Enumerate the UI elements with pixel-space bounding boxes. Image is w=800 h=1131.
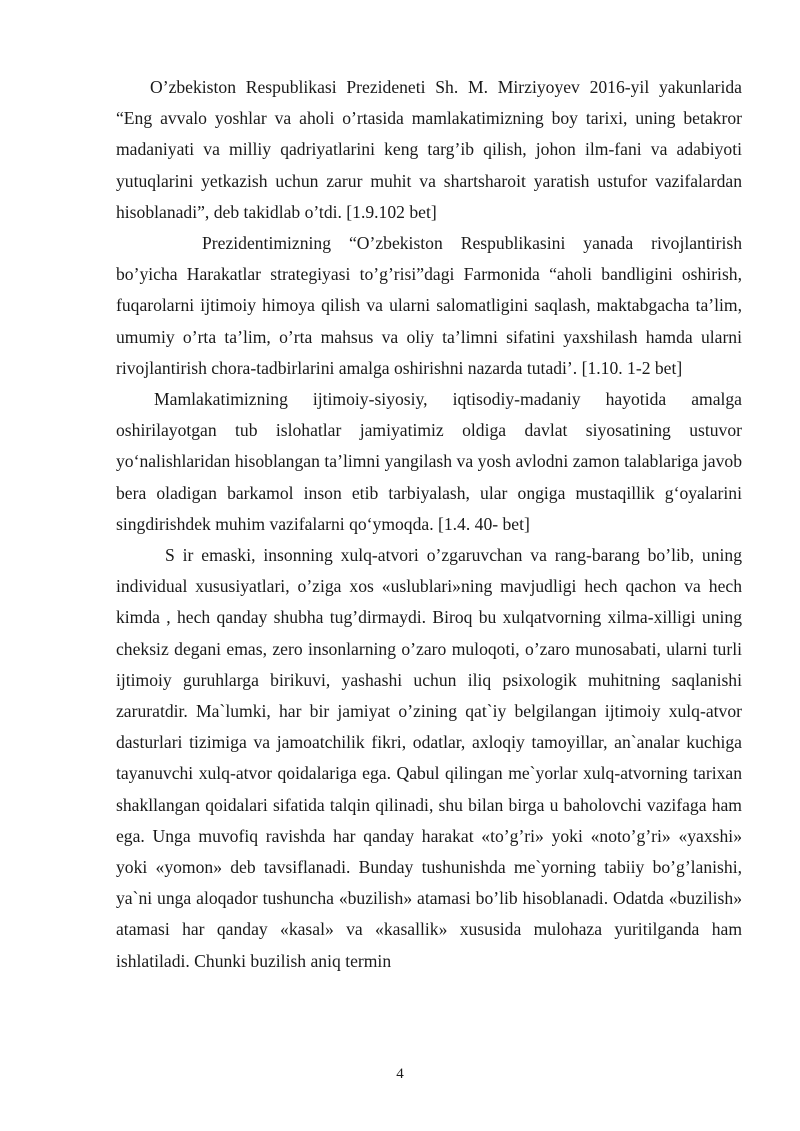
paragraph-reforms: Mamlakatimizning ijtimoiy-siyosiy, iqtisodiy-madaniy hayotida amalga oshirilayotgan tub islohatlar jamiyatimiz oldiga davlat siyosatining ustuvor yo‘nalishlaridan hisoblangan ta’limni yangilash va yosh avlodni zamon talablariga javob bera oladigan barkamol inson etib tarbiyalash, ular ongiga mustaqillik g‘oyalarini singdirishdek muhim vazifalarni qo‘ymoqda. [1.4. 40- bet] <box>116 389 742 534</box>
body-text <box>116 72 742 977</box>
paragraph-behavior-norms: S ir emaski, insonning xulq-atvori o’zgaruvchan va rang-barang bo’lib, uning individual xususiyatlari, o’ziga xos «uslublari»ning mavjudligi hech qachon va hech kimda , hech qanday shubha tug’dirmaydi. Biroq bu xulqatvorning xilma-xilligi uning cheksiz degani emas, zero insonlarning o’zaro muloqoti, o’zaro munosabati, ularni turli ijtimoiy guruhlarga birikuvi, yashashi uchun iliq psixologik muhitning saqlanishi zaruratdir. Ma`lumki, har bir jamiyat o’zining qat`iy belgilangan ijtimoiy xulq-atvor dasturlari tizimiga va jamoatchilik fikri, odatlar, axloqiy tamoyillar, an`analar kuchiga tayanuvchi xulq-atvor qoidalariga ega. Qabul qilingan me`yorlar xulq-atvorning tarixan shakllangan qoidalari sifatida talqin qilinadi, shu bilan birga u baholovchi vazifaga ham ega. Unga muvofiq ravishda har qanday harakat «to’g’ri» yoki «noto’g’ri» «yaxshi» yoki «yomon» deb tavsiflanadi. Bunday tushunishda me`yorning tabiiy bo’g’lanishi, ya`ni unga aloqador tushuncha «buzilish» atamasi bo’lib hisoblanadi. Odatda «buzilish» atamasi har qanday «kasal» va «kasallik» xususida mulohaza yuritilganda ham ishlatiladi. Chunki buzilish aniq termin <box>116 545 742 971</box>
page-number: 4 <box>396 1066 404 1082</box>
paragraph-action-strategy: Prezidentimizning “O’zbekiston Respublikasini yanada rivojlantirish bo’yicha Harakatlar strategiyasi to’g’risi”dagi Farmonida “aholi bandligini oshirish, fuqarolarni ijtimoiy himoya qilish va ularni salomatligini saqlash, maktabgacha ta’lim, umumiy o’rta ta’lim, o’rta mahsus va oliy ta’limni sifatini yaxshilash hamda ularni rivojlantirish chora-tadbirlarini amalga oshirishni nazarda tutadi’. [1.10. 1-2 bet] <box>116 233 742 378</box>
paragraph-president-quote: O’zbekiston Respublikasi Prezideneti Sh. M. Mirziyoyev 2016-yil yakunlarida “Eng avvalo yoshlar va aholi o’rtasida mamlakatimizning boy tarixi, uning betakror madaniyati va milliy qadriyatlarini keng targ’ib qilish, johon ilm-fani va adabiyoti yutuqlarini yetkazish uchun zarur muhit va shartsharoit yaratish ustufor vazifalardan hisoblanadi”, deb takidlab o’tdi. [1.9.102 bet] <box>116 77 742 222</box>
